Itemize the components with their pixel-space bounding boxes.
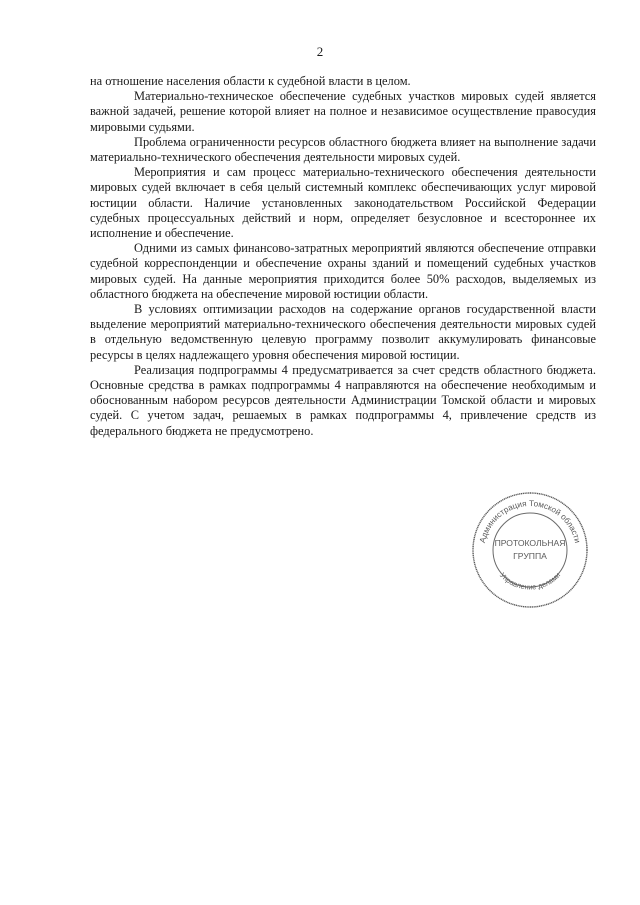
stamp-bottom-text: Управление делами: [497, 570, 563, 592]
paragraph: Материально-техническое обеспечение судебных участков мировых судей является важной задачей, решение которой влияет на полное и независимое осуществление правосудия мировыми судьями.: [90, 89, 596, 134]
document-body: [90, 74, 596, 439]
paragraph: Реализация подпрограммы 4 предусматривается за счет средств областного бюджета. Основные средства в рамках подпрограммы 4 направляются на обеспечение необходимым и обоснованным набором ресурсов деятельности Администрации Томской области и мировых судей. С учетом задач, решаемых в рамках подпрограммы 4, привлечение средств из федерального бюджета не предусмотрено.: [90, 362, 596, 438]
stamp-seal: [470, 490, 590, 610]
page-number: 2: [316, 44, 324, 59]
paragraph-continuation: на отношение населения области к судебной власти в целом.: [90, 74, 411, 88]
official-stamp: [470, 490, 590, 610]
paragraph: Одними из самых финансово-затратных мероприятий являются обеспечение отправки судебной корреспонденции и обеспечение охраны зданий и помещений судебных участков мировых судей. На данные мероприятия приходится более 50% расходов, выделяемых из областного бюджета на обеспечение мировой юстиции области.: [90, 241, 596, 301]
svg-text:Управление делами: [498, 571, 562, 592]
stamp-center-line2: ГРУППА: [513, 551, 547, 561]
paragraph: Проблема ограниченности ресурсов областного бюджета влияет на выполнение задачи материально-технического обеспечения деятельности мировых судей.: [90, 134, 596, 165]
stamp-outer-text: Администрация Томской области: [477, 498, 583, 544]
stamp-center-line1: ПРОТОКОЛЬНАЯ: [494, 538, 566, 548]
paragraph: В условиях оптимизации расходов на содержание органов государственной власти выделение мероприятий материально-технического обеспечения деятельности мировых судей в отдельную ведомственную целевую программу позволит аккумулировать финансовые ресурсы в целях надлежащего уровня обеспечения мировой юстиции.: [90, 302, 596, 362]
paragraph: Мероприятия и сам процесс материально-технического обеспечения деятельности мировых судей включает в себя целый системный комплекс обеспечивающих услуг мировой юстиции области. Наличие установленных законодательством Российской Федерации судебных процессуальных действий и норм, определяет безусловное и всестороннее их исполнение и обеспечение.: [90, 165, 596, 241]
